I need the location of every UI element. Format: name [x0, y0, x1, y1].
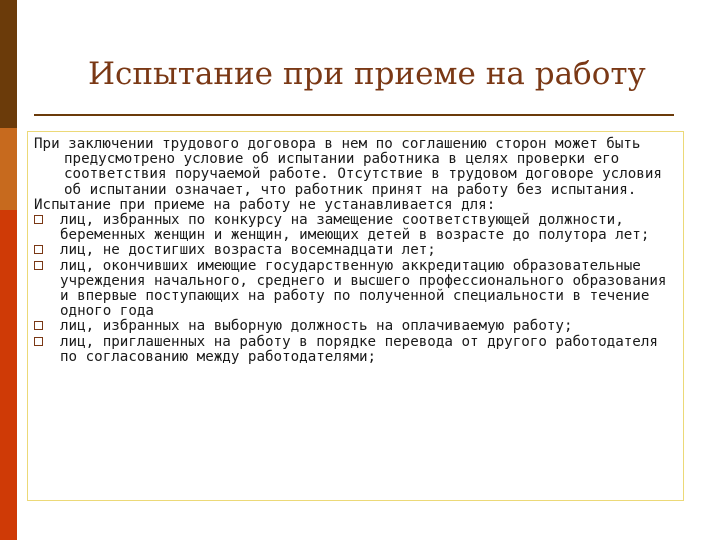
- list-item-text: лиц, приглашенных на работу в порядке перевода от другого работодателя по согласованию между работодателями;: [60, 333, 658, 365]
- list-item: [34, 319, 682, 334]
- list-item-text: лиц, окончивших имеющие государственную аккредитацию образовательные учреждения начального, среднего и высшего профессионального образования и впервые поступающих на работу по полученной специальности в течение одного года: [60, 257, 667, 320]
- hollow-square-icon: [34, 215, 43, 224]
- exceptions-lead-paragraph: Испытание при приеме на работу не устанавливается для:: [34, 196, 496, 213]
- list-item: [34, 243, 682, 258]
- exceptions-list: [34, 213, 682, 365]
- hollow-square-icon: [34, 337, 43, 346]
- sidebar-accent-bottom: [0, 210, 17, 540]
- list-item-text: лиц, не достигших возраста восемнадцати лет;: [60, 242, 436, 259]
- list-item: [34, 335, 682, 365]
- slide-content: [34, 137, 682, 365]
- list-item: [34, 213, 682, 243]
- title-underline: [34, 114, 674, 116]
- sidebar-accent-middle: [0, 128, 17, 210]
- slide-title: Испытание при приеме на работу: [88, 56, 646, 92]
- list-item: [34, 259, 682, 320]
- hollow-square-icon: [34, 321, 43, 330]
- sidebar-accent-top: [0, 0, 17, 128]
- hollow-square-icon: [34, 261, 43, 270]
- list-item-text: лиц, избранных на выборную должность на оплачиваемую работу;: [60, 318, 573, 335]
- intro-paragraph: При заключении трудового договора в нем по соглашению сторон может быть предусмотрено условие об испытании работника в целях проверки его соответствия поручаемой работе. Отсутствие в трудовом договоре условия об испытании означает, что работник принят на работу без испытания.: [34, 136, 662, 198]
- hollow-square-icon: [34, 245, 43, 254]
- list-item-text: лиц, избранных по конкурсу на замещение соответствующей должности, беременных женщин и женщин, имеющих детей в возрасте до полутора лет;: [60, 212, 650, 244]
